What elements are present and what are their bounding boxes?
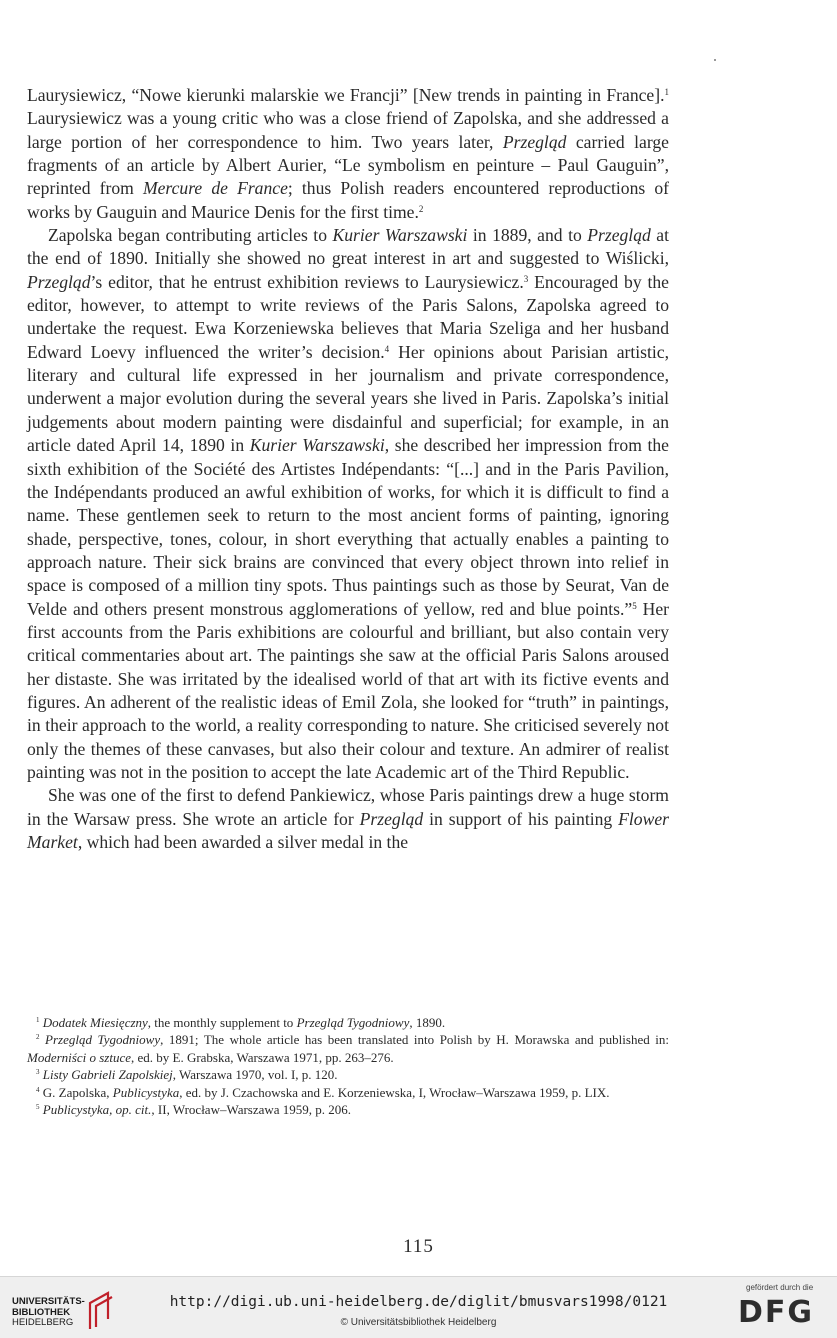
page-speck xyxy=(714,59,716,61)
paragraph-3: She was one of the first to defend Pankiewicz, whose Paris paintings drew a huge storm in the Warsaw press. She wrote an article for Przegląd in support of his painting Flower Market, which had been awarded a silver medal in the xyxy=(27,785,669,852)
footnote-ref-3: 3 xyxy=(523,273,529,284)
footnote-ref-2: 2 xyxy=(418,203,424,214)
funding-note: gefördert durch die xyxy=(746,1283,814,1292)
footnote-4: $^4$ G. Zapolska, Publicystyka, ed. by J. Czachowska and E. Korzeniewska, I, Wrocław–Warszawa 1959, p. LIX. xyxy=(36,1084,610,1100)
paragraph-2: Zapolska began contributing articles to Kurier Warszawski in 1889, and to Przegląd at the end of 1890. Initially she showed no great interest in art and suggested to Wiślicki, Przegląd’s editor, that he entrust exhibition reviews to Laurysiewicz.$^3$ Encouraged by the editor, however, to attempt to write reviews of the Paris Salons, Zapolska agreed to undertake the request. Ewa Korzeniewska believes that Maria Szeliga and her husband Edward Loevy influenced the writer’s decision.$^4$ Her opinions about Parisian artistic, literary and cultural life expressed in her journalism and private correspondence, underwent a major evolution during the several years she lived in Paris. Zapolska’s initial judgements about modern painting were disdainful and superficial; for example, in an article dated April 14, 1890 in Kurier Warszawski, she described her impression from the sixth exhibition of the Société des Artistes Indépendants: “[...] and in the Paris Pavilion, the Indépendants produced an awful exhibition of works, for which it is difficult to find a name. These gentlemen seek to return to the most ancient forms of painting, ignoring shade, perspective, tones, colour, in short everything that actually enables a painting to approach nature. Their sick brains are convinced that every object thrown into relief in space is composed of a million tiny spots. Thus paintings such as those by Seurat, Van de Velde and others present monstrous agglomerations of yellow, red and blue points.”$^5$ Her first accounts from the Paris exhibitions are colourful and brilliant, but also contain very critical commentaries about art. The paintings she saw at the official Paris Salons aroused her distaste. She was irritated by the idealised world of that art with its fictive events and figures. An adherent of the realistic ideas of Emil Zola, she looked for “truth” in paintings, in their approach to the world, a reality corresponding to nature. She criticised severely not only the themes of these canvases, but also their colour and texture. An admirer of realist painting was not in the position to accept the late Academic art of the Third Republic. xyxy=(27,225,669,782)
body-text xyxy=(27,84,669,854)
footnote-1: $^1$ Dodatek Miesięczny, the monthly supplement to Przegląd Tygodniowy, 1890. xyxy=(36,1015,446,1030)
source-url[interactable]: http://digi.ub.uni-heidelberg.de/diglit/bmusvars1998/0121 xyxy=(169,1294,668,1310)
library-name: UNIVERSITÄTS- BIBLIOTHEK HEIDELBERG xyxy=(12,1296,85,1328)
dfg-logo: DFG xyxy=(738,1295,815,1330)
footnote-2: $^2$ Przegląd Tygodniowy, 1891; The whole article has been translated into Polish by H. Morawska and published in: Moderniści o sztuce, ed. by E. Grabska, Warszawa 1971, pp. 263–276. xyxy=(27,1032,669,1065)
footnote-ref-4: 4 xyxy=(384,343,390,354)
footnote-5: $^5$ Publicystyka, op. cit., II, Wrocław–Warszawa 1959, p. 206. xyxy=(36,1102,352,1118)
copyright: © Universitätsbibliothek Heidelberg xyxy=(340,1317,497,1328)
footnote-ref-1: 1 xyxy=(664,87,669,97)
footer-bar xyxy=(0,1276,837,1338)
page-number: 115 xyxy=(403,1236,434,1257)
paragraph-1: Laurysiewicz, “Nowe kierunki malarskie we Francji” [New trends in painting in France].$^1$ Laurysiewicz was a young critic who was a close friend of Zapolska, and she addressed a large portion of her correspondence to him. Two years later, Przegląd carried large fragments of an article by Albert Aurier, “Le symbolism en peinture – Paul Gauguin”, reprinted from Mercure de France; thus Polish readers encountered reproductions of works by Gauguin and Maurice Denis for the first time.$^2$ xyxy=(27,85,670,222)
footnote-ref-5: 5 xyxy=(632,600,637,611)
footnotes xyxy=(27,1014,669,1118)
footnote-3: $^3$ Listy Gabrieli Zapolskiej, Warszawa 1970, vol. I, p. 120. xyxy=(36,1067,338,1083)
